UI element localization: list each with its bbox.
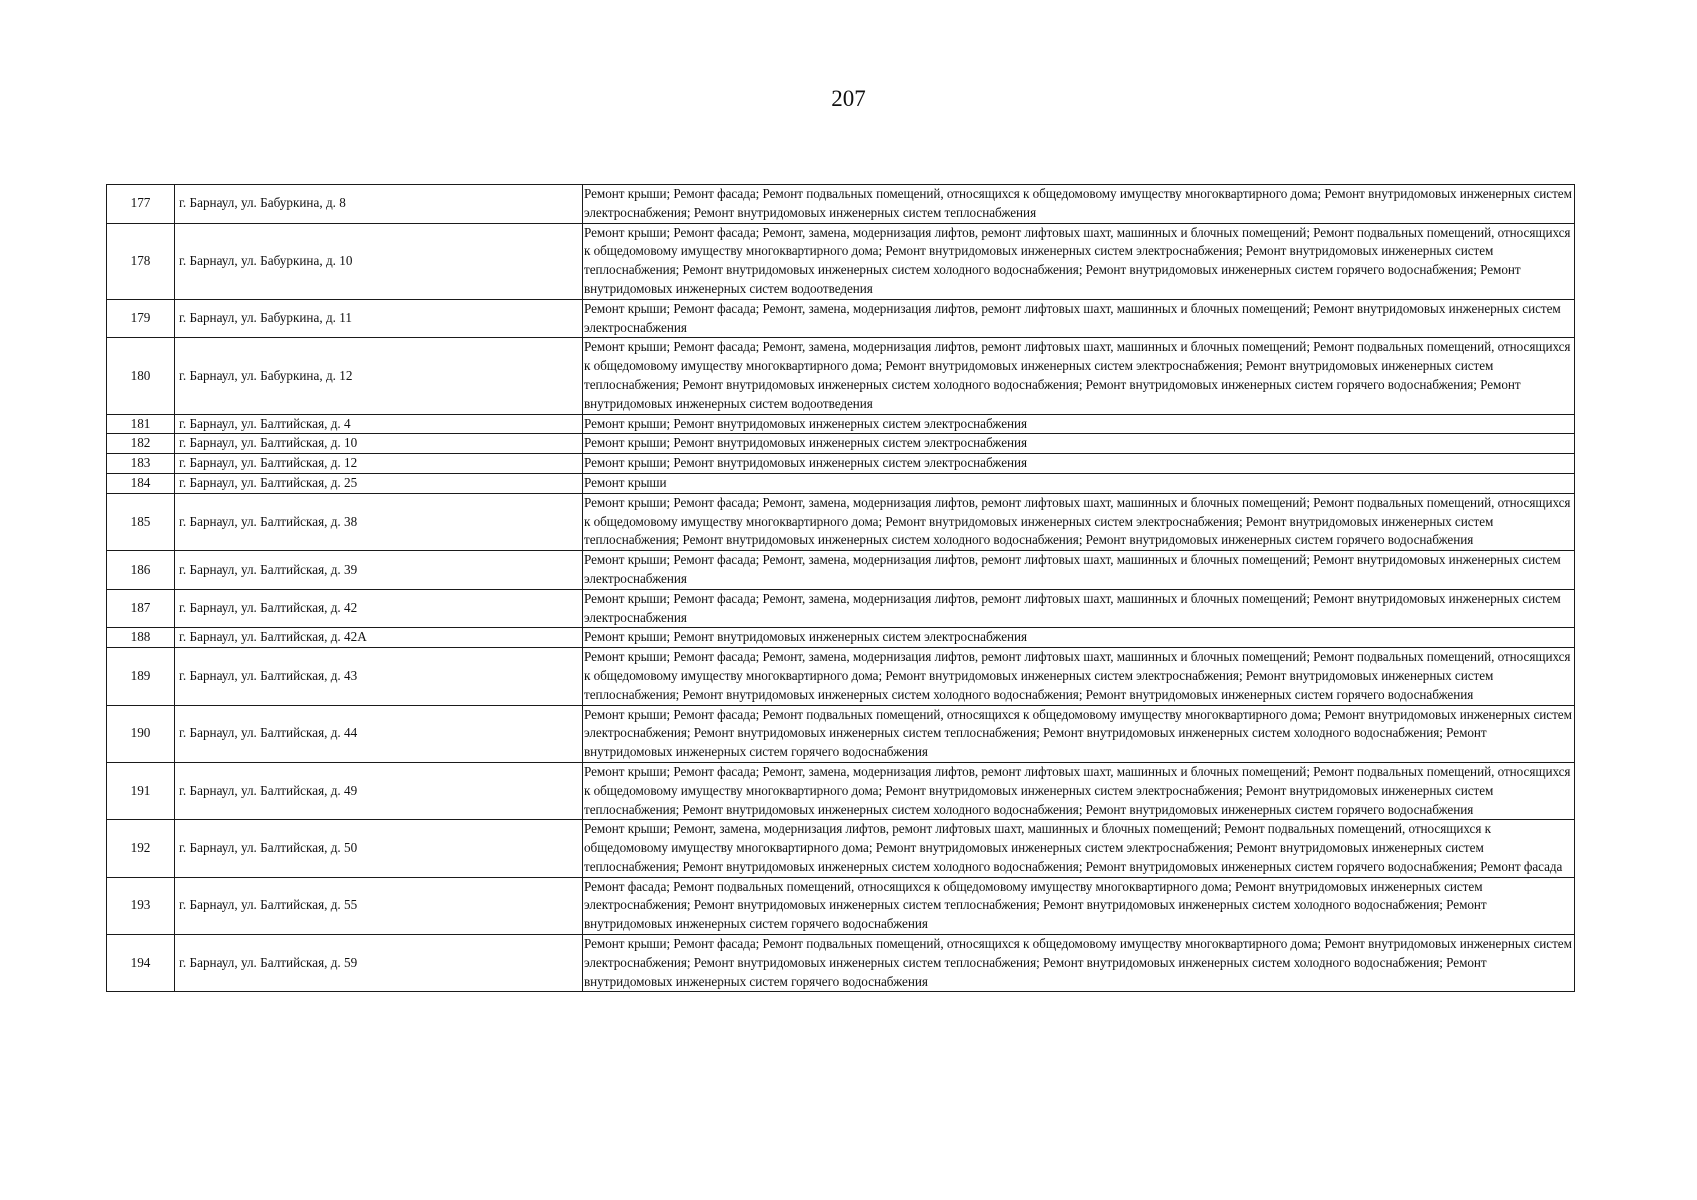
row-address: г. Барнаул, ул. Балтийская, д. 4 bbox=[175, 414, 583, 434]
row-address: г. Барнаул, ул. Балтийская, д. 44 bbox=[175, 705, 583, 762]
row-works: Ремонт фасада; Ремонт подвальных помещений, относящихся к общедомовому имуществу многоквартирного дома; Ремонт внутридомовых инженерных систем электроснабжения; Ремонт внутридомовых инженерных систем теплоснабжения; Ремонт внутридомовых инженерных систем холодного водоснабжения; Ремонт внутридомовых инженерных систем горячего водоснабжения bbox=[583, 877, 1575, 934]
table-row bbox=[107, 185, 1575, 224]
row-number: 179 bbox=[107, 299, 175, 338]
row-address: г. Барнаул, ул. Балтийская, д. 38 bbox=[175, 493, 583, 550]
row-number: 186 bbox=[107, 551, 175, 590]
row-number: 192 bbox=[107, 820, 175, 877]
row-works: Ремонт крыши; Ремонт внутридомовых инженерных систем электроснабжения bbox=[583, 454, 1575, 474]
row-works: Ремонт крыши; Ремонт внутридомовых инженерных систем электроснабжения bbox=[583, 628, 1575, 648]
table-body bbox=[107, 185, 1575, 992]
table-row bbox=[107, 762, 1575, 819]
row-works: Ремонт крыши; Ремонт фасада; Ремонт, замена, модернизация лифтов, ремонт лифтовых шахт, машинных и блочных помещений; Ремонт внутридомовых инженерных систем электроснабжения bbox=[583, 589, 1575, 628]
row-address: г. Барнаул, ул. Бабуркина, д. 12 bbox=[175, 338, 583, 414]
row-number: 184 bbox=[107, 473, 175, 493]
row-address: г. Барнаул, ул. Балтийская, д. 42А bbox=[175, 628, 583, 648]
repair-works-table bbox=[106, 184, 1575, 992]
row-number: 182 bbox=[107, 434, 175, 454]
row-address: г. Барнаул, ул. Балтийская, д. 39 bbox=[175, 551, 583, 590]
row-number: 194 bbox=[107, 935, 175, 992]
row-address: г. Барнаул, ул. Балтийская, д. 55 bbox=[175, 877, 583, 934]
table-row bbox=[107, 434, 1575, 454]
row-number: 193 bbox=[107, 877, 175, 934]
row-address: г. Барнаул, ул. Балтийская, д. 59 bbox=[175, 935, 583, 992]
table-row bbox=[107, 473, 1575, 493]
row-number: 185 bbox=[107, 493, 175, 550]
row-address: г. Барнаул, ул. Балтийская, д. 43 bbox=[175, 648, 583, 705]
table-row bbox=[107, 414, 1575, 434]
row-works: Ремонт крыши; Ремонт фасада; Ремонт, замена, модернизация лифтов, ремонт лифтовых шахт, машинных и блочных помещений; Ремонт подвальных помещений, относящихся к общедомовому имуществу многоквартирного дома; Ремонт внутридомовых инженерных систем электроснабжения; Ремонт внутридомовых инженерных систем теплоснабжения; Ремонт внутридомовых инженерных систем холодного водоснабжения; Ремонт внутридомовых инженерных систем горячего водоснабжения; Ремонт внутридомовых инженерных систем водоотведения bbox=[583, 338, 1575, 414]
row-address: г. Барнаул, ул. Бабуркина, д. 8 bbox=[175, 185, 583, 224]
row-works: Ремонт крыши; Ремонт фасада; Ремонт, замена, модернизация лифтов, ремонт лифтовых шахт, машинных и блочных помещений; Ремонт внутридомовых инженерных систем электроснабжения bbox=[583, 299, 1575, 338]
row-number: 178 bbox=[107, 223, 175, 299]
row-address: г. Барнаул, ул. Балтийская, д. 12 bbox=[175, 454, 583, 474]
row-address: г. Барнаул, ул. Балтийская, д. 49 bbox=[175, 762, 583, 819]
table-row bbox=[107, 223, 1575, 299]
row-works: Ремонт крыши; Ремонт фасада; Ремонт подвальных помещений, относящихся к общедомовому имуществу многоквартирного дома; Ремонт внутридомовых инженерных систем электроснабжения; Ремонт внутридомовых инженерных систем теплоснабжения; Ремонт внутридомовых инженерных систем холодного водоснабжения; Ремонт внутридомовых инженерных систем горячего водоснабжения bbox=[583, 705, 1575, 762]
table-row bbox=[107, 551, 1575, 590]
row-works: Ремонт крыши; Ремонт фасада; Ремонт, замена, модернизация лифтов, ремонт лифтовых шахт, машинных и блочных помещений; Ремонт подвальных помещений, относящихся к общедомовому имуществу многоквартирного дома; Ремонт внутридомовых инженерных систем электроснабжения; Ремонт внутридомовых инженерных систем теплоснабжения; Ремонт внутридомовых инженерных систем холодного водоснабжения; Ремонт внутридомовых инженерных систем горячего водоснабжения bbox=[583, 493, 1575, 550]
table-row bbox=[107, 820, 1575, 877]
table-row bbox=[107, 338, 1575, 414]
row-number: 177 bbox=[107, 185, 175, 224]
page-number: 207 bbox=[831, 86, 866, 111]
row-number: 187 bbox=[107, 589, 175, 628]
row-works: Ремонт крыши; Ремонт, замена, модернизация лифтов, ремонт лифтовых шахт, машинных и блочных помещений; Ремонт подвальных помещений, относящихся к общедомовому имуществу многоквартирного дома; Ремонт внутридомовых инженерных систем электроснабжения; Ремонт внутридомовых инженерных систем теплоснабжения; Ремонт внутридомовых инженерных систем холодного водоснабжения; Ремонт внутридомовых инженерных систем горячего водоснабжения; Ремонт фасада bbox=[583, 820, 1575, 877]
row-number: 190 bbox=[107, 705, 175, 762]
row-number: 181 bbox=[107, 414, 175, 434]
row-works: Ремонт крыши; Ремонт фасада; Ремонт подвальных помещений, относящихся к общедомовому имуществу многоквартирного дома; Ремонт внутридомовых инженерных систем электроснабжения; Ремонт внутридомовых инженерных систем теплоснабжения bbox=[583, 185, 1575, 224]
table-row bbox=[107, 705, 1575, 762]
row-works: Ремонт крыши; Ремонт внутридомовых инженерных систем электроснабжения bbox=[583, 414, 1575, 434]
table-row bbox=[107, 454, 1575, 474]
row-number: 180 bbox=[107, 338, 175, 414]
table-row bbox=[107, 299, 1575, 338]
row-number: 191 bbox=[107, 762, 175, 819]
row-works: Ремонт крыши; Ремонт фасада; Ремонт, замена, модернизация лифтов, ремонт лифтовых шахт, машинных и блочных помещений; Ремонт подвальных помещений, относящихся к общедомовому имуществу многоквартирного дома; Ремонт внутридомовых инженерных систем электроснабжения; Ремонт внутридомовых инженерных систем теплоснабжения; Ремонт внутридомовых инженерных систем холодного водоснабжения; Ремонт внутридомовых инженерных систем горячего водоснабжения bbox=[583, 648, 1575, 705]
table-row bbox=[107, 589, 1575, 628]
row-number: 188 bbox=[107, 628, 175, 648]
row-address: г. Барнаул, ул. Балтийская, д. 10 bbox=[175, 434, 583, 454]
row-address: г. Барнаул, ул. Бабуркина, д. 11 bbox=[175, 299, 583, 338]
table-row bbox=[107, 493, 1575, 550]
row-address: г. Барнаул, ул. Балтийская, д. 50 bbox=[175, 820, 583, 877]
row-number: 189 bbox=[107, 648, 175, 705]
table-row bbox=[107, 935, 1575, 992]
row-address: г. Барнаул, ул. Балтийская, д. 42 bbox=[175, 589, 583, 628]
row-works: Ремонт крыши; Ремонт фасада; Ремонт, замена, модернизация лифтов, ремонт лифтовых шахт, машинных и блочных помещений; Ремонт подвальных помещений, относящихся к общедомовому имуществу многоквартирного дома; Ремонт внутридомовых инженерных систем электроснабжения; Ремонт внутридомовых инженерных систем теплоснабжения; Ремонт внутридомовых инженерных систем холодного водоснабжения; Ремонт внутридомовых инженерных систем горячего водоснабжения; Ремонт внутридомовых инженерных систем водоотведения bbox=[583, 223, 1575, 299]
row-address: г. Барнаул, ул. Балтийская, д. 25 bbox=[175, 473, 583, 493]
table-row bbox=[107, 628, 1575, 648]
row-works: Ремонт крыши; Ремонт фасада; Ремонт подвальных помещений, относящихся к общедомовому имуществу многоквартирного дома; Ремонт внутридомовых инженерных систем электроснабжения; Ремонт внутридомовых инженерных систем теплоснабжения; Ремонт внутридомовых инженерных систем холодного водоснабжения; Ремонт внутридомовых инженерных систем горячего водоснабжения bbox=[583, 935, 1575, 992]
row-address: г. Барнаул, ул. Бабуркина, д. 10 bbox=[175, 223, 583, 299]
table-row bbox=[107, 877, 1575, 934]
row-works: Ремонт крыши bbox=[583, 473, 1575, 493]
row-works: Ремонт крыши; Ремонт внутридомовых инженерных систем электроснабжения bbox=[583, 434, 1575, 454]
row-number: 183 bbox=[107, 454, 175, 474]
row-works: Ремонт крыши; Ремонт фасада; Ремонт, замена, модернизация лифтов, ремонт лифтовых шахт, машинных и блочных помещений; Ремонт подвальных помещений, относящихся к общедомовому имуществу многоквартирного дома; Ремонт внутридомовых инженерных систем электроснабжения; Ремонт внутридомовых инженерных систем теплоснабжения; Ремонт внутридомовых инженерных систем холодного водоснабжения; Ремонт внутридомовых инженерных систем горячего водоснабжения bbox=[583, 762, 1575, 819]
table-row bbox=[107, 648, 1575, 705]
row-works: Ремонт крыши; Ремонт фасада; Ремонт, замена, модернизация лифтов, ремонт лифтовых шахт, машинных и блочных помещений; Ремонт внутридомовых инженерных систем электроснабжения bbox=[583, 551, 1575, 590]
